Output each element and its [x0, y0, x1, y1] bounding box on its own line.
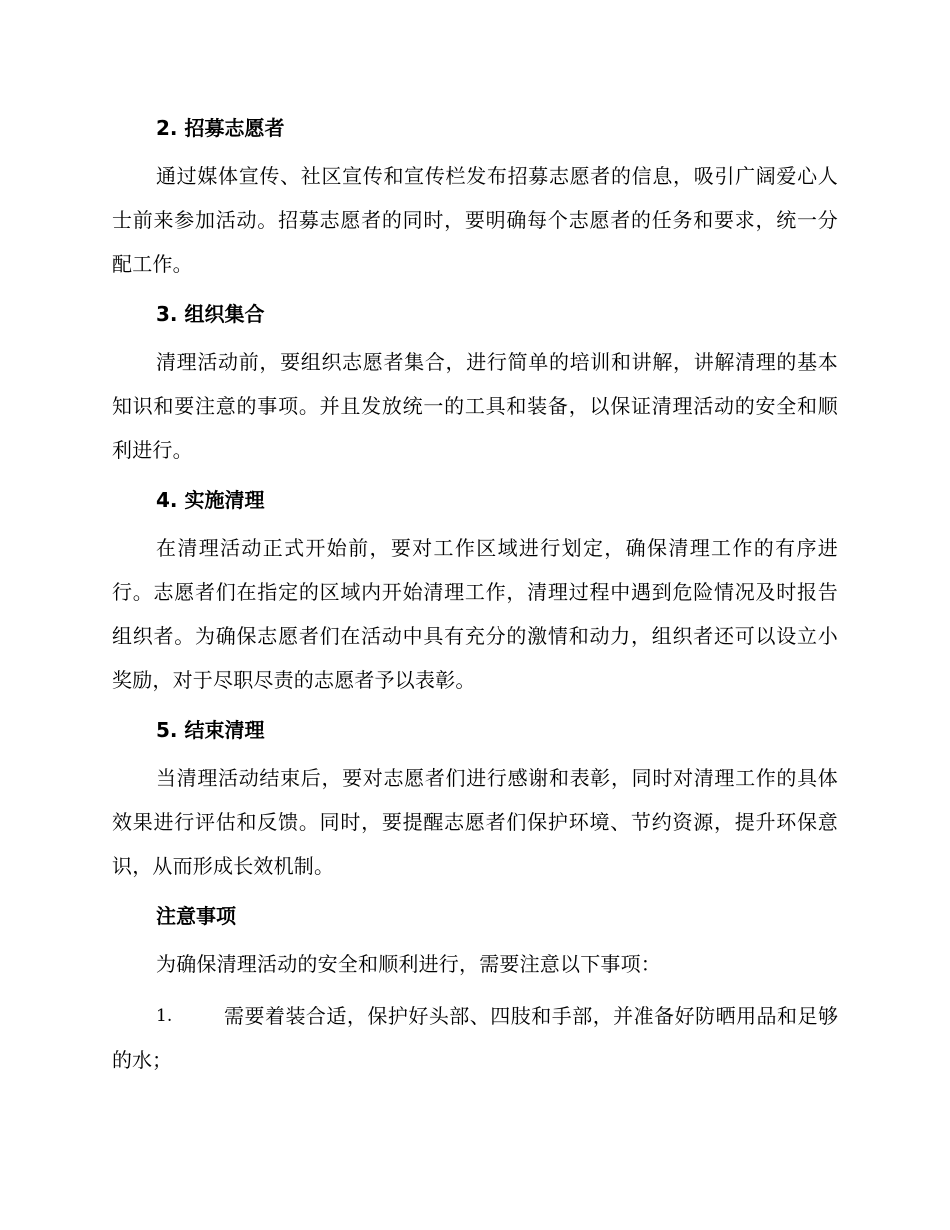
section-paragraph-recruit-volunteers: 通过媒体宣传、社区宣传和宣传栏发布招募志愿者的信息，吸引广阔爱心人士前来参加活动。招募志愿者的同时，要明确每个志愿者的任务和要求，统一分配工作。 [112, 164, 838, 276]
section-heading-end-cleanup: 5. 结束清理 [156, 718, 265, 742]
section-paragraph-organize-assembly: 清理活动前，要组织志愿者集合，进行简单的培训和讲解，讲解清理的基本知识和要注意的事项。并且发放统一的工具和装备，以保证清理活动的安全和顺利进行。 [112, 350, 838, 462]
list-item-text: 需要着装合适，保护好头部、四肢和手部，并准备好防晒用品和足够的水； [112, 1004, 838, 1072]
section-heading-implement-cleanup: 4. 实施清理 [156, 488, 265, 512]
list-item-number: 1. [156, 1006, 173, 1026]
section-heading-recruit-volunteers: 2. 招募志愿者 [156, 116, 285, 140]
notes-list-item [112, 994, 838, 1082]
document-body [112, 108, 838, 1082]
section-heading-organize-assembly: 3. 组织集合 [156, 302, 265, 326]
notes-heading: 注意事项 [156, 904, 236, 928]
notes-intro: 为确保清理活动的安全和顺利进行，需要注意以下事项： [156, 952, 661, 976]
section-paragraph-implement-cleanup: 在清理活动正式开始前，要对工作区域进行划定，确保清理工作的有序进行。志愿者们在指定的区域内开始清理工作，清理过程中遇到危险情况及时报告组织者。为确保志愿者们在活动中具有充分的激情和动力，组织者还可以设立小奖励，对于尽职尽责的志愿者予以表彰。 [112, 536, 838, 692]
section-paragraph-end-cleanup: 当清理活动结束后，要对志愿者们进行感谢和表彰，同时对清理工作的具体效果进行评估和反馈。同时，要提醒志愿者们保护环境、节约资源，提升环保意识，从而形成长效机制。 [112, 766, 838, 878]
